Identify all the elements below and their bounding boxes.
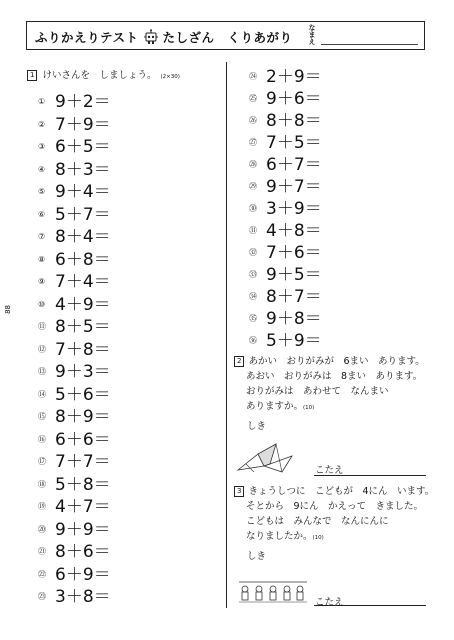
problem-expression: 6＋5＝ [55,137,111,157]
problem-number: ㉛ [249,226,257,235]
problem-line: なりましたか。 [246,531,313,542]
problem-number: ① [38,97,46,106]
problem-row [249,238,322,263]
problem-expression: 9＋4＝ [55,182,111,202]
problem-number: ⑱ [38,479,46,489]
problem-row [38,447,111,472]
page-side-number: 88 [4,305,12,314]
problem-row [38,357,111,382]
problem-expression: 7＋6＝ [266,243,322,263]
points-label: (2×30) [160,74,180,80]
children-icon [237,580,309,608]
problem-row [249,282,322,307]
problem-expression: 5＋8＝ [55,474,111,495]
problem-expression: 9＋9＝ [55,519,111,540]
title-left: ふりかえりテスト [35,30,139,45]
kotae-label: こたえ [315,465,344,476]
problem-row [249,106,322,131]
instructions [27,67,180,81]
problem-row [249,84,322,109]
problem-expression: 8＋7＝ [266,287,322,307]
title-right: たしざん くりあがり [162,30,293,45]
problem-row [38,312,111,337]
problem-number: ④ [38,164,46,174]
problem-number: ㉜ [249,248,257,257]
points-label: (10) [303,405,315,411]
question-number: 1 [27,70,37,81]
problem-expression: 3＋8＝ [55,587,111,607]
problem-number: ⑭ [38,389,46,399]
problem-row [249,62,322,87]
problem-number: ㉟ [249,314,257,323]
answer-line[interactable] [314,605,426,606]
answer-line[interactable] [314,475,426,476]
problem-number: ㉗ [249,138,257,147]
problem-expression: 7＋8＝ [55,339,111,360]
problem-expression: 9＋7＝ [266,177,322,197]
problem-row [249,194,322,219]
problem-expression: 5＋6＝ [55,384,111,405]
problem-expression: 6＋9＝ [55,564,111,585]
problem-expression: 8＋3＝ [55,159,111,180]
problem-row [38,110,111,135]
problem-expression: 6＋8＝ [55,249,111,270]
problem-number: ③ [38,142,46,151]
word-problem-3 [234,484,434,546]
problem-expression: 8＋5＝ [55,317,111,337]
problem-row [249,260,322,285]
problem-row [38,470,111,495]
problem-row [38,200,111,225]
problem-row [38,177,111,202]
problem-number: ⑲ [38,502,46,511]
problem-number: ② [38,119,46,129]
problem-row [249,172,322,197]
origami-crane-icon [236,442,298,480]
problem-number: ㉕ [249,94,257,103]
problem-expression: 4＋7＝ [55,497,111,517]
problem-number: ㉖ [249,116,257,125]
problem-row [38,335,111,360]
problem-number: ⑧ [38,254,46,264]
problem-row [38,492,111,517]
problem-expression: 7＋5＝ [266,133,322,153]
problem-row [38,290,111,315]
problem-number: ㉘ [249,160,257,169]
problem-number: ㉒ [38,569,46,579]
problem-expression: 8＋6＝ [55,542,111,562]
problem-row [249,216,322,241]
problem-expression: 7＋9＝ [55,114,111,135]
problem-number: ㊱ [249,336,257,345]
problem-number: ⑳ [38,524,46,534]
problem-expression: 4＋8＝ [266,221,322,241]
problem-expression: 5＋7＝ [55,204,111,225]
problem-expression: 6＋6＝ [55,429,111,450]
problem-expression: 5＋9＝ [266,331,322,351]
question-number: 3 [234,486,244,497]
problem-row [38,560,111,585]
problem-line: あおい おりがみは 8まい あります。 [246,371,423,382]
problem-number: ⑮ [38,412,46,421]
problem-row [249,128,322,153]
problem-row [38,132,111,157]
problem-number: ⑨ [38,277,46,286]
kotae-label: こたえ [315,597,344,608]
problem-expression: 9＋3＝ [55,362,111,382]
problem-row [38,380,111,405]
problem-number: ㉙ [249,182,257,191]
problem-expression: 2＋9＝ [266,67,322,87]
problem-line: ありますか。 [246,401,304,412]
problem-row [38,267,111,292]
problem-number: ⑤ [38,187,46,196]
problem-line: おりがみは あわせて なんまい [246,386,389,397]
points-label: (10) [312,535,324,541]
problem-expression: 9＋5＝ [266,265,322,285]
shiki-label: しき [247,551,267,562]
problem-expression: 8＋4＝ [55,227,111,247]
problem-number: ⑯ [38,434,46,444]
problem-expression: 8＋8＝ [266,111,322,131]
problem-row [38,87,111,112]
problem-expression: 3＋9＝ [266,199,322,219]
problem-expression: 9＋8＝ [266,309,322,329]
problem-number: ㉔ [249,72,257,81]
instructions-text: けいさんを しましょう。 [42,70,157,81]
problem-expression: 9＋2＝ [55,92,111,112]
problem-expression: 4＋9＝ [55,294,111,315]
problem-row [38,582,111,607]
problem-row [38,222,111,247]
problem-expression: 7＋7＝ [55,452,111,472]
problem-number: ⑰ [38,457,46,466]
problem-expression: 7＋4＝ [55,272,111,292]
problem-number: ⑩ [38,299,46,309]
shiki-label: しき [247,421,267,432]
problem-number: ㉓ [38,592,46,601]
name-label: なまえ [308,24,316,45]
word-problem-2 [234,354,434,416]
problem-row [38,537,111,562]
name-field[interactable] [321,44,418,45]
problem-number: ⑫ [38,344,46,354]
problem-row [38,515,111,540]
problem-expression: 6＋7＝ [266,155,322,175]
problem-number: ㉚ [249,204,257,213]
question-number: 2 [234,356,244,367]
problem-row [249,326,322,351]
problem-line: きょうしつに こどもが 4にん います。 [248,486,435,497]
problem-row [38,402,111,427]
problem-line: そとから 9にん かえって きました。 [246,501,424,512]
problem-row [38,425,111,450]
problem-expression: 9＋6＝ [266,89,322,109]
problem-number: ⑥ [38,209,46,219]
problem-number: ㉑ [38,547,46,556]
problem-line: あかい おりがみが 6まい あります。 [248,356,425,367]
problem-row [38,155,111,180]
problem-row [249,150,322,175]
column-divider [226,62,227,608]
problem-number: ⑬ [38,367,46,376]
robot-icon [143,29,159,48]
problem-row [38,245,111,270]
problem-line: こどもは みんなで なんにんに [246,516,389,527]
problem-number: ㉞ [249,292,257,301]
problem-number: ⑪ [38,322,46,331]
problem-expression: 8＋9＝ [55,407,111,427]
problem-number: ㉝ [249,270,257,279]
worksheet-title [35,28,293,48]
problem-number: ⑦ [38,232,46,241]
header-box [26,21,425,50]
problem-row [249,304,322,329]
